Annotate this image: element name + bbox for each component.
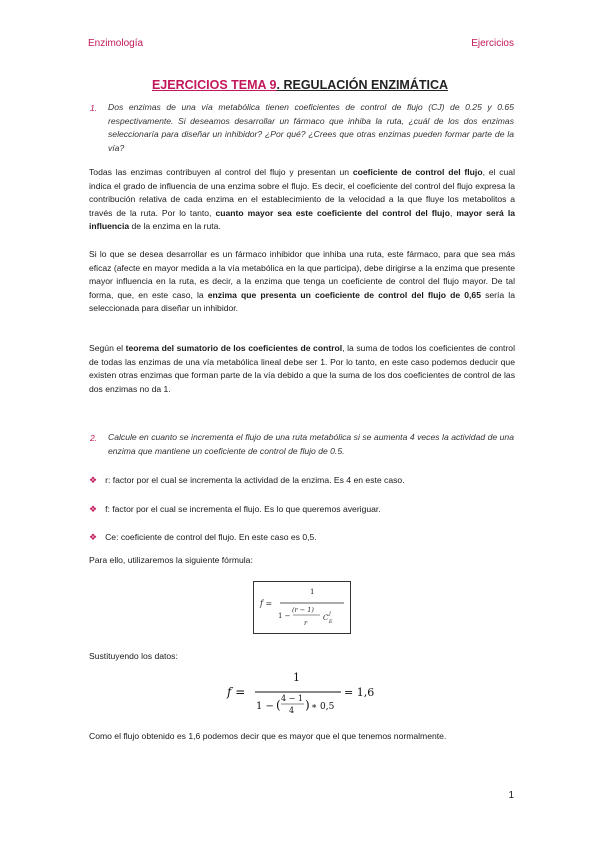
p1-f: mayor será la influencia <box>89 207 516 232</box>
p2-a: Si lo que se desea desarrollar es un fármaco inhibidor que inhiba una ruta, este fármaco, para que sea más eficaz (afecte en mayor medida a la vía metabólica en la que participa), debe dirigirse a la enzima que presente mayor influencia en la ruta, es decir, a la enzima que tenga un coeficiente de control del flujo mayor. De tal forma, que, en este caso, la <box>89 249 515 300</box>
p1-g: de la enzima en la ruta. <box>129 221 221 232</box>
bullet-ce-text: Ce: coeficiente de control del flujo. En este caso es 0,5. <box>105 532 317 542</box>
flux-formula-graphic <box>254 582 350 633</box>
question-1-text: Dos enzimas de una vía metabólica tienen coeficientes de control de flujo (CJ) de 0.25 y 0.65 respectivamente. Si deseamos desarrollar un fármaco que inhiba la ruta, ¿cuál de los dos enzimas seleccionaría para diseñar un inhibidor? ¿Por qué? ¿Crees que otras enzimas pueden formar parte de la vía? <box>108 102 514 153</box>
formula-intro: Para ello, utilizaremos la siguiente fórmula: <box>89 555 253 565</box>
page-title <box>0 78 600 92</box>
eq2-frac-top: 4 − 1 <box>281 694 303 703</box>
p1-c: , el cual indica el grado de influencia de una enzima sobre el flujo. Es decir, el coeficiente del control del flujo expresa la contribución relativa de cada enzima en el establecimiento de la velocidad a la que fluye los metabolitos a través de la ruta. Por lo tanto, <box>89 167 515 218</box>
bullet-r-text: r: factor por el cual se incrementa la actividad de la enzima. Es 4 en este caso. <box>105 475 405 485</box>
question-1-number: 1. <box>90 103 98 113</box>
conclusion: Como el flujo obtenido es 1,6 podemos decir que es mayor que el que tenemos normalmente. <box>89 731 447 741</box>
title-part-1: EJERCICIOS TEMA 9 <box>151 78 277 92</box>
paragraph-3 <box>89 342 515 396</box>
diamond-bullet-icon: ❖ <box>89 532 98 542</box>
title-part-2: . REGULACIÓN ENZIMÁTICA <box>276 78 449 92</box>
p2-c: sería la seleccionada para diseñar un inhibidor. <box>89 289 515 314</box>
svg-text:): ) <box>305 698 310 712</box>
eq2-frac-bot: 4 <box>289 706 295 715</box>
p3-a: Según el <box>89 343 126 353</box>
bullet-r <box>89 474 405 486</box>
p2-b: enzima que presenta un coeficiente de control del flujo de 0,65 <box>207 289 481 300</box>
page-number: 1 <box>508 790 514 801</box>
formula-image <box>253 581 351 634</box>
substituted-equation <box>225 668 385 718</box>
formula-sup: J <box>329 612 331 617</box>
diamond-bullet-icon: ❖ <box>89 475 98 485</box>
svg-text:(: ( <box>276 698 281 712</box>
paragraph-1 <box>89 166 515 234</box>
formula-c: C <box>323 614 329 622</box>
formula-r-minus-1: (r − 1) <box>292 606 314 614</box>
header-right: Ejercicios <box>471 38 514 49</box>
bullet-ce <box>89 531 317 543</box>
bullet-f <box>89 503 381 515</box>
eq2-den-b: ∗ 0,5 <box>311 702 335 712</box>
question-2-text: Calcule en cuanto se incrementa el flujo de una ruta metabólica si se aumenta 4 veces la actividad de una enzima que mantiene un coeficiente de control de flujo de 0.5. <box>108 432 514 456</box>
bullet-f-text: f: factor por el cual se incrementa el flujo. Es lo que queremos averiguar. <box>105 504 381 514</box>
formula-f: f = <box>260 599 273 608</box>
eq2-den-a: 1 − <box>256 701 274 712</box>
question-2-number: 2. <box>90 433 98 443</box>
p3-c: , la suma de todos los coeficientes de control de todas las enzimas de una vía metabólica lineal debe ser 1. Por lo tanto, en este caso podemos deducir que existen otras enzimas que forman parte de la vía debido a que la suma de los dos coeficientes de control de las dos enzimas no da 1. <box>89 343 515 394</box>
header-left: Enzimología <box>88 38 144 49</box>
p1-d: cuanto mayor sea este coeficiente del control del flujo <box>215 207 450 218</box>
formula-r: r <box>304 619 308 627</box>
formula-one: 1 <box>310 588 315 596</box>
eq2-f: f = <box>227 685 246 699</box>
diamond-bullet-icon: ❖ <box>89 504 98 514</box>
formula-one-minus: 1 − <box>278 612 291 620</box>
p1-e: , <box>449 207 457 218</box>
eq2-result: = 1,6 <box>344 686 375 699</box>
p1-a: Todas las enzimas contribuyen al control del flujo y presentan un <box>89 167 353 177</box>
formula-sub: E <box>329 620 333 625</box>
paragraph-2 <box>89 248 515 316</box>
eq2-num: 1 <box>293 671 300 684</box>
substitution-intro: Sustituyendo los datos: <box>89 651 178 661</box>
p3-b: teorema del sumatorio de los coeficientes de control <box>125 343 343 353</box>
p1-b: coeficiente de control del flujo <box>352 167 483 177</box>
